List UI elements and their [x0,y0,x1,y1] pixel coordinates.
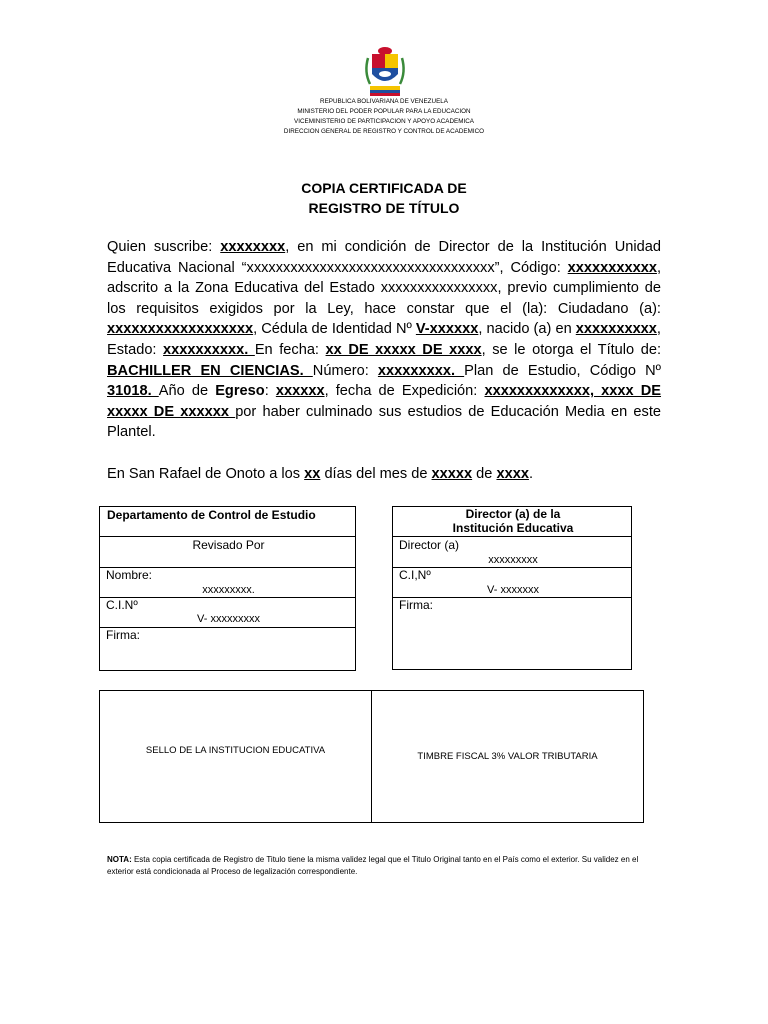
ciudadano: xxxxxxxxxxxxxxxxxx [107,321,254,338]
egreso-label: Egreso [215,383,265,400]
expedicion: xxxxxxxxxxxxx, xxxx DE xxxxx DE xxxxxx [107,383,662,420]
numero: xxxxxxxxx. [377,362,465,379]
note-text: Esta copia certificada de Registro de Titulo tiene la misma validez legal que el Titulo Original tanto en el País como el exterior. Su validez en el exterior está condicionada al Proceso de legalización correspondiente. [107,855,639,876]
note-label: NOTA: [107,855,132,864]
signature-label: Firma: [106,628,140,642]
control-table-header: Departamento de Control de Estudio [107,508,316,522]
control-estudio-table [99,506,356,671]
titulo: BACHILLER EN CIENCIAS. [107,362,313,379]
fecha: xx DE xxxxx DE xxxx [325,341,482,358]
signature-label: Firma: [399,598,433,612]
footer-note [107,854,647,878]
reviewed-by-label: Revisado Por [192,538,265,552]
codigo: xxxxxxxxxxx [567,259,657,276]
ci-label: C.I,Nº [399,568,431,582]
fiscal-stamp-label: TIMBRE FISCAL 3% VALOR TRIBUTARIA [417,751,598,762]
egreso: xxxxxx [275,383,325,400]
ministry-header [0,97,768,137]
ministry-line: VICEMINISTERIO DE PARTICIPACION Y APOYO ACADEMICA [294,118,474,125]
director-table-header-line1: Director (a) de la [465,507,561,521]
ci-label: C.I.Nº [106,598,138,612]
ci-value: V- xxxxxxx [487,584,539,596]
name-value: xxxxxxxxx. [202,584,255,596]
place-date: En San Rafael de Onoto a los xx días del mes de xxxxx de xxxx. [107,466,533,482]
dias: xx [304,466,321,482]
certificate-body: Quien suscribe: xxxxxxxx, en mi condición de Director de la Institución Unidad Educativa Nacional “xxxxxxxxxxxxxxxxxxxxxxxxxxxxxxxxxx”, Código: xxxxxxxxxxx, adscrito a la Zona Educativa del Estado xxxxxxxxxxxxxxxx, previo cumplimiento de los requisitos exigidos por la Ley, hace constar que el (la): Ciudadano (a): xxxxxxxxxxxxxxxxxx, Cédula de Identidad Nº V-xxxxxx, nacido (a) en xxxxxxxxxx, Estado: xxxxxxxxxx. En fecha: xx DE xxxxx DE xxxx, se le otorga el Título de: BACHILLER EN CIENCIAS. Número: xxxxxxxxx. Plan de Estudio, Código Nº 31018. Año de Egreso: xxxxxx, fecha de Expedición: xxxxxxxxxxxxx, xxxx DE xxxxx DE xxxxxx por haber culminado sus estudios de Educación Media en este Plantel. [107,239,662,441]
director-value: xxxxxxxxx [488,554,538,566]
director-label: Director (a) [399,538,460,552]
ministry-line: MINISTERIO DEL PODER POPULAR PARA LA EDUCACION [297,108,471,115]
plan-codigo: 31018. [107,383,159,400]
ministry-line: REPUBLICA BOLIVARIANA DE VENEZUELA [320,98,448,105]
name-label: Nombre: [106,568,153,582]
director-table [392,506,632,670]
ministry-line: DIRECCION GENERAL DE REGISTRO Y CONTROL DE ACADEMICO [283,128,485,135]
cedula: V-xxxxxx [415,321,479,338]
document-title: COPIA CERTIFICADA DE REGISTRO DE TÍTULO [301,180,467,216]
anio: xxxx [496,466,529,482]
director-name: xxxxxxxx [220,239,286,255]
mes: xxxxx [431,466,473,482]
director-table-header-line2: Institución Educativa [452,521,574,535]
ci-value: V- xxxxxxxxx [197,613,260,625]
seal-stamp-box [99,690,644,823]
nacido-en: xxxxxxxxxx [575,321,657,338]
estado: xxxxxxxxxx. [163,341,255,358]
seal-label: SELLO DE LA INSTITUCION EDUCATIVA [145,745,326,756]
coat-of-arms-icon [362,44,408,96]
